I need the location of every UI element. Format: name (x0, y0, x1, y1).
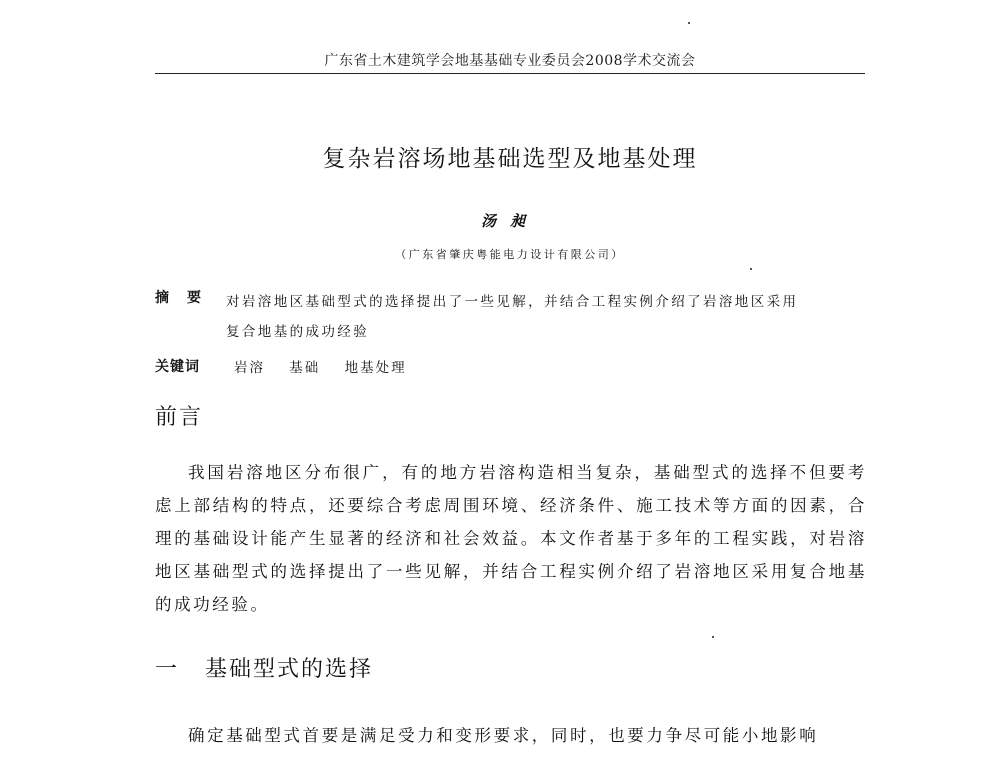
keyword-item: 基础 (289, 360, 321, 376)
keywords-list (234, 356, 425, 376)
author-affiliation: （广东省肇庆粤能电力设计有限公司） (395, 248, 625, 261)
intro-paragraph: 我国岩溶地区分布很广，有的地方岩溶构造相当复杂，基础型式的选择不但要考虑上部结构的特点，还要综合考虑周围环境、经济条件、施工技术等方面的因素，合理的基础设计能产生显著的经济和社会效益。本文作者基于多年的工程实践，对岩溶地区基础型式的选择提出了一些见解，并结合工程实例介绍了岩溶地区采用复合地基的成功经验。 (155, 463, 867, 614)
abstract-line-1: 对岩溶地区基础型式的选择提出了一些见解，并结合工程实例介绍了岩溶地区采用 (226, 294, 799, 310)
keyword-item: 岩溶 (234, 360, 265, 376)
abstract-label: 摘要 (155, 290, 219, 306)
scan-speck (688, 22, 690, 24)
scan-speck (712, 636, 714, 638)
keyword-item: 地基处理 (344, 360, 407, 376)
section-heading-1 (155, 652, 373, 683)
section-heading-intro: 前言 (155, 405, 204, 430)
keywords-label: 关键词 (155, 359, 200, 375)
abstract-text (226, 287, 864, 347)
paper-title: 复杂岩溶场地基础选型及地基处理 (322, 146, 698, 172)
running-header: 广东省土木建筑学会地基基础专业委员会2008学术交流会 (324, 53, 696, 69)
header-rule (155, 73, 865, 74)
section-title: 基础型式的选择 (205, 657, 374, 682)
scan-speck (750, 268, 752, 270)
abstract-line-2: 复合地基的成功经验 (226, 324, 370, 340)
section-number: 一 (155, 657, 180, 682)
section1-paragraph: 确定基础型式首要是满足受力和变形要求，同时，也要力争尽可能小地影响 (188, 726, 819, 745)
author-name: 汤昶 (480, 212, 539, 230)
